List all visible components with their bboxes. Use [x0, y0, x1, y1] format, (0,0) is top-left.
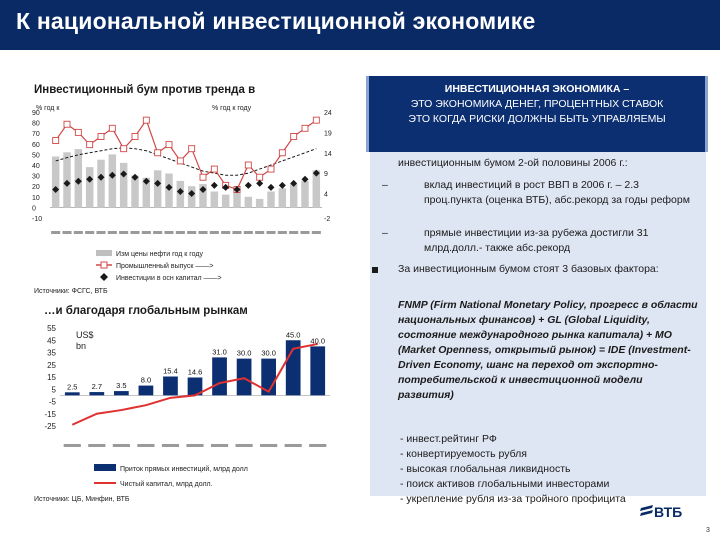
list-item: - инвест.рейтинг РФ — [400, 433, 497, 445]
chart2-fdi-bar — [89, 392, 104, 395]
chart2-y-tick-label: -25 — [44, 422, 56, 431]
chart1-x-tick-label — [85, 231, 94, 234]
chart1-industry-point — [189, 146, 195, 152]
vtb-logo-icon — [640, 504, 654, 518]
info-box — [366, 76, 708, 152]
factors-list — [400, 432, 626, 507]
chart1-industry-point — [155, 150, 161, 156]
text-p1: инвестиционным бумом 2-ой половины 2006 г.: — [398, 157, 628, 169]
brand-logo-text: ВТБ — [654, 504, 683, 520]
chart1-subtitle: Инвестиционный бум против тренда в — [34, 84, 256, 96]
chart1-left-tick-label: 10 — [32, 194, 40, 202]
chart1-left-tick-label: 80 — [32, 120, 40, 128]
chart1-bar — [154, 170, 161, 207]
chart2-x-tick-label — [186, 444, 203, 447]
chart1-x-tick-label — [176, 231, 185, 234]
chart1-bar — [245, 197, 252, 208]
chart1-x-tick-label — [164, 231, 173, 234]
chart2-data-label: 30.0 — [261, 348, 276, 358]
chart1-x-tick-label — [198, 231, 207, 234]
chart2-fdi-bar — [163, 377, 178, 396]
chart1-industry-point — [143, 117, 149, 123]
chart2-y-tick-label: 55 — [47, 324, 56, 333]
chart1-x-tick-label — [312, 231, 321, 234]
chart2-fdi-bar — [139, 386, 154, 396]
chart1-industry-point — [75, 129, 81, 135]
chart1-x-tick-label — [187, 231, 196, 234]
chart1-industry-point — [64, 121, 70, 127]
legend-label-oil: Изм цены нефти год к году — [116, 251, 203, 258]
text-d1: вклад инвестиций в рост ВВП в 2006 г. – 2.3 проц.пункта (оценка ВТБ), абс.рекорд за годы реформ — [424, 179, 690, 206]
chart1-left-tick-label: 60 — [32, 141, 40, 149]
chart1-right-axis-label: % год к году — [212, 105, 252, 112]
chart1-trend-line — [56, 148, 317, 175]
chart2-data-label: 30.0 — [236, 348, 252, 358]
chart1-x-tick-label — [153, 231, 162, 234]
chart2-y-tick-label: -15 — [44, 409, 56, 419]
chart1-industry-point — [211, 166, 217, 172]
chart2-x-tick-label — [113, 444, 130, 447]
chart2-fdi-bar — [310, 346, 325, 395]
chart1-x-tick-label — [108, 231, 117, 234]
chart2-y-tick-label: -5 — [48, 397, 56, 407]
fnmp-formula: FNMP (Firm National Monetary Policy, прогресс в области национальных финансов) + GL (Global Liquidity, состояние международного рынка капитала) + MO (Market Openness, открытый рынок) = IDE (Investment-Driven Economy, шанс на переход от экспортно-потребительской к инвестиционной модели развития) — [398, 299, 698, 401]
chart1-investment-point — [279, 182, 286, 189]
investment-boom-chart — [30, 100, 340, 290]
list-item: - поиск активов глобальными инвесторами — [400, 478, 610, 490]
chart1-x-tick-label — [221, 231, 230, 234]
chart1-industry-point — [291, 133, 297, 139]
chart2-data-label: 45.0 — [285, 330, 301, 340]
chart2-data-label: 15.4 — [163, 366, 178, 376]
chart1-industry-point — [279, 150, 285, 156]
legend-label-industry: Промышленный выпуск ——> — [116, 263, 214, 270]
list-item: - высокая глобальная ликвидность — [400, 463, 571, 475]
page-number: 3 — [706, 527, 710, 534]
chart1-x-tick-label — [244, 231, 253, 234]
chart1-x-tick-label — [74, 231, 83, 234]
chart1-industry-point — [302, 125, 308, 131]
chart1-bar — [211, 192, 218, 208]
chart2-source: Источники: ЦБ, Минфин, ВТБ — [34, 496, 130, 503]
dash-1: – — [382, 179, 388, 191]
chart2-unit-usd: US$ — [76, 330, 94, 340]
chart1-industry-point — [98, 133, 104, 139]
chart1-x-tick-label — [232, 231, 241, 234]
chart1-industry-point — [132, 133, 138, 139]
chart1-bar — [222, 195, 229, 208]
chart2-fdi-bar — [212, 357, 227, 395]
chart2-unit-bn: bn — [76, 341, 87, 351]
page-title: К национальной инвестиционной экономике — [16, 8, 536, 34]
chart1-source: Источники: ФСГС, ВТБ — [34, 288, 108, 295]
chart1-bar — [290, 184, 297, 207]
chart2-fdi-bar — [237, 359, 252, 396]
chart1-bar — [97, 160, 104, 208]
chart1-right-tick-label: 24 — [324, 110, 332, 117]
legend-swatch-fdi — [94, 464, 116, 471]
chart2-x-tick-label — [64, 444, 81, 447]
global-markets-chart — [30, 322, 340, 512]
dash-2: – — [382, 227, 388, 239]
text-d2: прямые инвестиции из-за рубежа достигли 31 млрд.долл.- также абс.рекорд — [424, 227, 649, 254]
chart2-fdi-bar — [114, 391, 129, 395]
chart2-x-tick-label — [137, 444, 154, 447]
chart1-x-tick-label — [96, 231, 105, 234]
chart1-bar — [267, 192, 274, 208]
chart2-data-label: 2.5 — [67, 382, 78, 392]
chart1-industry-line — [56, 120, 317, 189]
chart1-left-axis-label: % год к — [36, 105, 60, 112]
chart1-right-tick-label: 19 — [324, 130, 332, 138]
chart1-x-tick-label — [266, 231, 275, 234]
right-text-panel — [370, 150, 706, 505]
chart1-investment-point — [245, 182, 252, 189]
chart1-x-tick-label — [210, 231, 219, 234]
chart1-industry-point — [166, 142, 172, 148]
info-line-1: ИНВЕСТИЦИОННАЯ ЭКОНОМИКА – — [444, 83, 630, 95]
chart2-x-tick-label — [236, 444, 253, 447]
info-line-3: ЭТО КОГДА РИСКИ ДОЛЖНЫ БЫТЬ УПРАВЛЯЕМЫ — [408, 113, 666, 125]
list-item: - конвертируемость рубля — [400, 448, 527, 460]
chart1-industry-point — [121, 146, 127, 152]
chart1-industry-point — [177, 158, 183, 164]
chart2-y-tick-label: 25 — [47, 360, 56, 370]
chart1-bar — [52, 157, 59, 208]
chart1-x-tick-label — [300, 231, 309, 234]
legend-swatch-oil — [96, 250, 112, 256]
chart1-left-tick-label: 20 — [32, 184, 40, 192]
chart1-x-tick-label — [289, 231, 298, 234]
chart2-data-label: 31.0 — [212, 347, 227, 357]
chart1-bar — [120, 163, 127, 208]
chart1-left-tick-label: 0 — [32, 205, 36, 213]
chart1-right-tick-label: 4 — [324, 191, 328, 199]
list-item: - укрепление рубля из-за тройного профицита — [400, 493, 626, 505]
chart1-left-tick-label: 90 — [32, 110, 40, 117]
chart2-fdi-bar — [65, 392, 80, 395]
chart1-x-tick-label — [62, 231, 71, 234]
chart2-y-tick-label: 15 — [47, 373, 56, 382]
chart1-industry-point — [53, 138, 59, 144]
chart1-x-tick-label — [51, 231, 60, 234]
chart1-industry-point — [268, 166, 274, 172]
legend-label-investment: Инвестиции в осн капитал ——> — [116, 275, 222, 282]
chart1-bar — [63, 152, 70, 207]
text-b2: За инвестиционным бумом стоят 3 базовых фактора: — [398, 263, 659, 275]
chart2-y-tick-label: 45 — [47, 336, 56, 346]
chart1-industry-point — [313, 117, 319, 123]
chart1-x-tick-label — [119, 231, 128, 234]
info-line-2: ЭТО ЭКОНОМИКА ДЕНЕГ, ПРОЦЕНТНЫХ СТАВОК — [410, 98, 664, 110]
chart1-right-tick-label: 14 — [324, 150, 332, 158]
chart1-left-tick-label: 30 — [32, 173, 40, 181]
chart2-x-tick-label — [88, 444, 105, 447]
legend-swatch-investment — [100, 273, 108, 281]
chart1-bar — [256, 199, 263, 207]
chart2-y-tick-label: 35 — [47, 348, 56, 358]
chart2-y-tick-label: 5 — [51, 385, 56, 395]
chart1-bar — [279, 188, 286, 207]
chart1-left-tick-label: -10 — [32, 216, 43, 223]
chart1-x-tick-label — [130, 231, 139, 234]
chart1-x-tick-label — [278, 231, 287, 234]
chart2-data-label: 3.5 — [116, 381, 127, 391]
chart1-right-tick-label: -2 — [324, 216, 331, 223]
chart1-industry-point — [245, 162, 251, 168]
chart2-x-tick-label — [309, 444, 326, 447]
chart1-bar — [301, 181, 308, 208]
chart2-data-label: 8.0 — [140, 375, 152, 385]
chart2-x-tick-label — [162, 444, 179, 447]
chart2-data-label: 14.6 — [187, 367, 203, 377]
chart1-bar — [109, 154, 116, 207]
chart1-left-tick-label: 50 — [32, 152, 40, 160]
chart2-subtitle: …и благодаря глобальным рынкам — [44, 305, 248, 317]
chart1-right-tick-label: 9 — [324, 171, 328, 179]
chart1-industry-point — [257, 174, 263, 180]
chart2-x-tick-label — [211, 444, 228, 447]
chart1-industry-point — [109, 125, 115, 131]
legend-label-capital: Чистый капитал, млрд долл. — [120, 481, 213, 488]
chart1-industry-point — [87, 142, 93, 148]
chart1-investment-point — [256, 180, 263, 187]
chart1-industry-point — [200, 174, 206, 180]
chart1-x-tick-label — [255, 231, 264, 234]
legend-label-fdi: Приток прямых инвестиций, млрд долл — [120, 466, 248, 473]
title-bar — [0, 0, 720, 50]
chart1-x-tick-label — [142, 231, 151, 234]
chart1-investment-point — [268, 184, 275, 191]
chart1-investment-point — [211, 182, 218, 189]
legend-swatch-industry-marker — [101, 262, 107, 268]
chart2-data-label: 40.0 — [310, 336, 326, 346]
chart2-x-tick-label — [260, 444, 277, 447]
bullet-square — [372, 267, 378, 273]
chart2-x-tick-label — [285, 444, 302, 447]
chart1-left-tick-label: 70 — [32, 131, 40, 139]
chart2-data-label: 2.7 — [91, 382, 103, 392]
chart1-bar — [86, 167, 93, 207]
chart1-left-tick-label: 40 — [32, 163, 40, 170]
